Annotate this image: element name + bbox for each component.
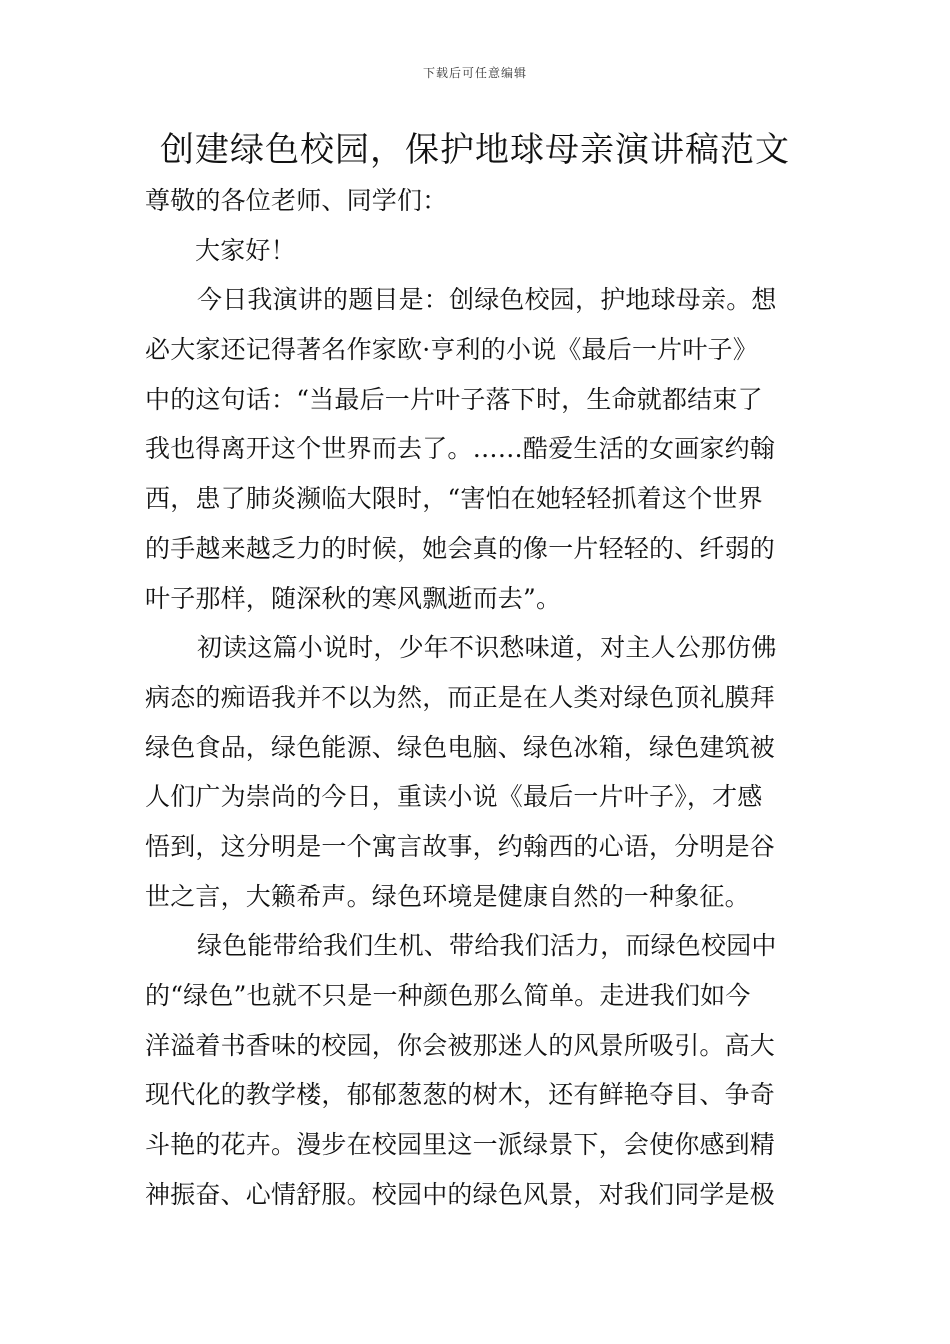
text-line: 西，患了肺炎濒临大限时，“害怕在她轻轻抓着这个世界: [145, 484, 763, 514]
text-line: 人们广为崇尚的今日，重读小说《最后一片叶子》，才感: [145, 782, 763, 812]
text-line: 必大家还记得著名作家欧·亨利的小说《最后一片叶子》: [145, 335, 758, 365]
text-line: 现代化的教学楼，郁郁葱葱的树木，还有鲜艳夺目、争奇: [145, 1080, 776, 1110]
text-line: 病态的痴语我并不以为然，而正是在人类对绿色顶礼膜拜: [145, 682, 776, 712]
text-line: 的手越来越乏力的时候，她会真的像一片轻轻的、纤弱的: [145, 533, 776, 563]
document-body: [145, 176, 807, 1219]
text-line: 大家好！: [195, 235, 296, 265]
text-line: 初读这篇小说时，少年不识愁味道，对主人公那仿佛: [197, 633, 777, 663]
text-line: 中的这句话：“当最后一片叶子落下时，生命就都结束了: [145, 384, 763, 414]
text-line: 绿色食品，绿色能源、绿色电脑、绿色冰箱，绿色建筑被: [145, 732, 776, 762]
text-line: 今日我演讲的题目是：创绿色校园，护地球母亲。想: [197, 285, 777, 315]
text-line: 神振奋、心情舒服。校园中的绿色风景，对我们同学是极: [145, 1179, 776, 1209]
text-line: 的“绿色”也就不只是一种颜色那么简单。走进我们如今: [145, 981, 751, 1010]
text-line: 我也得离开这个世界而去了。……酷爱生活的女画家约翰: [145, 434, 776, 464]
text-line: 绿色能带给我们生机、带给我们活力，而绿色校园中: [197, 931, 777, 961]
text-line: 世之言，大籁希声。绿色环境是健康自然的一种象征。: [145, 881, 750, 911]
text-line: 尊敬的各位老师、同学们：: [145, 186, 448, 215]
document-title: 创建绿色校园，保护地球母亲演讲稿范文: [160, 130, 790, 170]
header-note: 下载后可任意编辑: [422, 66, 527, 80]
text-line: 悟到，这分明是一个寓言故事，约翰西的心语，分明是谷: [145, 831, 776, 861]
text-line: 洋溢着书香味的校园，你会被那迷人的风景所吸引。高大: [145, 1030, 776, 1060]
text-line: 叶子那样，随深秋的寒风飘逝而去”。: [145, 583, 562, 613]
text-line: 斗艳的花卉。漫步在校园里这一派绿景下，会使你感到精: [145, 1130, 776, 1160]
